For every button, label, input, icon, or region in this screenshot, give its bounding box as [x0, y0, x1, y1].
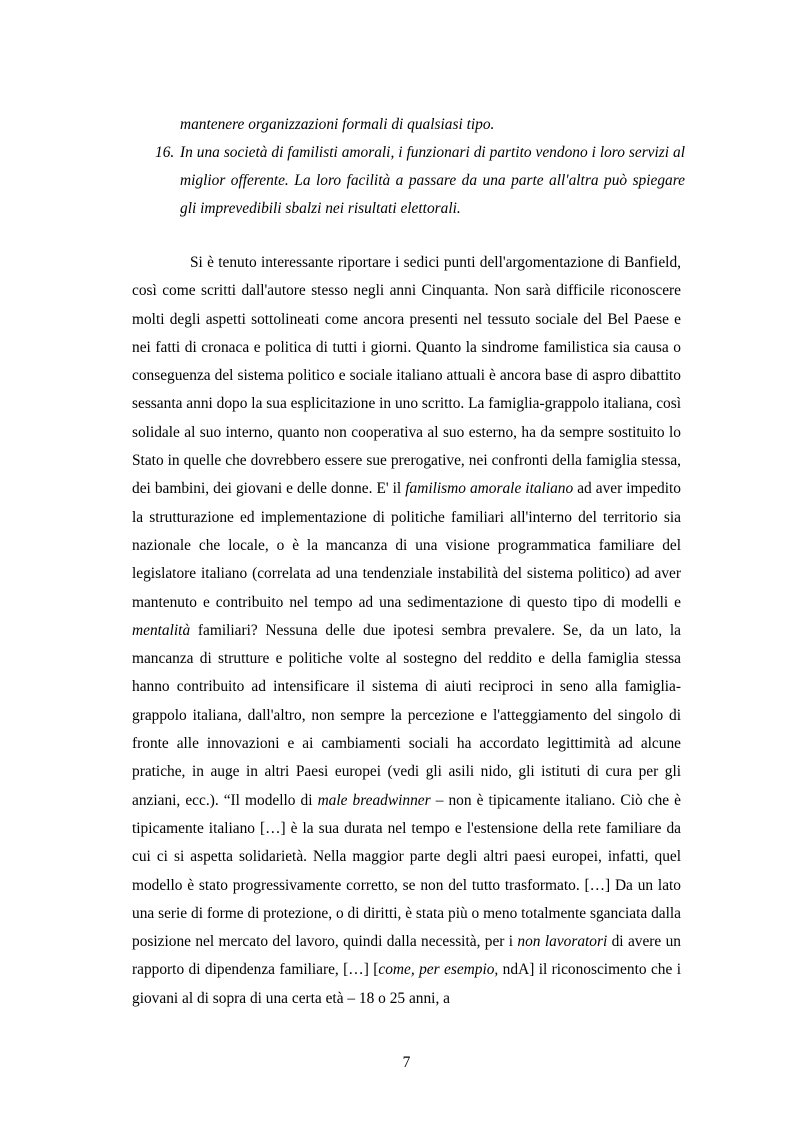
- emphasis-come-per-esempio: come, per esempio,: [378, 961, 499, 979]
- paragraph-segment-4: – non è tipicamente italiano. Ciò che è tipicamente italiano […] è la sua durata nel tempo e l'estensione della rete familiare da cui ci si aspetta solidarietà. Nella maggior parte degli altri paesi europei, infatti, quel modello è stato progressivamente corretto, se non del tutto trasformato. […] Da un lato una serie di forme di protezione, o di diritti, è stata più o meno totalmente sganciata dalla posizione nel mercato del lavoro, quindi dalla necessità, per i: [132, 791, 681, 951]
- list-item-number: 16.: [155, 144, 175, 161]
- list-continuation-line: mantenere organizzazioni formali di qualsiasi tipo.: [180, 116, 495, 133]
- body-paragraph: [132, 249, 681, 1013]
- emphasis-mentalita: mentalità: [132, 621, 191, 639]
- list-item-text: In una società di familisti amorali, i funzionari di partito vendono i loro servizi al miglior offerente. La loro facilità a passare da una parte all'altra può spiegare gli imprevedibili sbalzi nei risultati elettorali.: [180, 144, 685, 217]
- list-item-16: [155, 139, 685, 223]
- paragraph-segment-1: Si è tenuto interessante riportare i sedici punti dell'argomentazione di Banfield, così come scritti dall'autore stesso negli anni Cinquanta. Non sarà difficile riconoscere molti degli aspetti sottolineati come ancora presenti nel tessuto sociale del Bel Paese e nei fatti di cronaca e politica di tutti i giorni. Quanto la sindrome familistica sia causa o conseguenza del sistema politico e sociale italiano attuali è ancora base di aspro dibattito sessanta anni dopo la sua esplicitazione in uno scritto. La famiglia-grappolo italiana, così solidale al suo interno, quanto non cooperativa al suo esterno, ha da sempre sostituito lo Stato in quelle che dovrebbero essere sue prerogative, nei confronti della famiglia stessa, dei bambini, dei giovani e delle donne. E' il: [132, 254, 681, 498]
- emphasis-male-breadwinner: male breadwinner: [317, 791, 431, 809]
- paragraph-segment-5: di avere un rapporto di dipendenza familiare, […] [: [132, 933, 681, 979]
- emphasis-familismo: familismo amorale italiano: [405, 480, 574, 498]
- paragraph-segment-2: ad aver impedito la strutturazione ed implementazione di politiche familiari all'interno del territorio sia nazionale che locale, o è la mancanza di una visione programmatica familiare del legislatore italiano (correlata ad una tendenziale instabilità del sistema politico) ad aver mantenuto e contribuito nel tempo ad una sedimentazione di questo tipo di modelli e: [132, 480, 681, 611]
- page-number: 7: [402, 1054, 411, 1071]
- paragraph-segment-6: ndA] il riconoscimento che i giovani al di sopra di una certa età – 18 o 25 anni, a: [132, 961, 681, 1007]
- emphasis-non-lavoratori: non lavoratori: [517, 933, 608, 951]
- paragraph-segment-3: familiari? Nessuna delle due ipotesi sembra prevalere. Se, da un lato, la mancanza di strutture e politiche volte al sostegno del reddito e della famiglia stessa hanno contribuito ad intensificare il sistema di aiuti reciproci in seno alla famiglia-grappolo italiana, dall'altro, non sempre la percezione e l'atteggiamento del singolo di fronte alle innovazioni e ai cambiamenti sociali ha accordato legittimità ad alcune pratiche, in auge in altri Paesi europei (vedi gli asili nido, gli istituti di cura per gli anziani, ecc.). “Il modello di: [132, 621, 681, 809]
